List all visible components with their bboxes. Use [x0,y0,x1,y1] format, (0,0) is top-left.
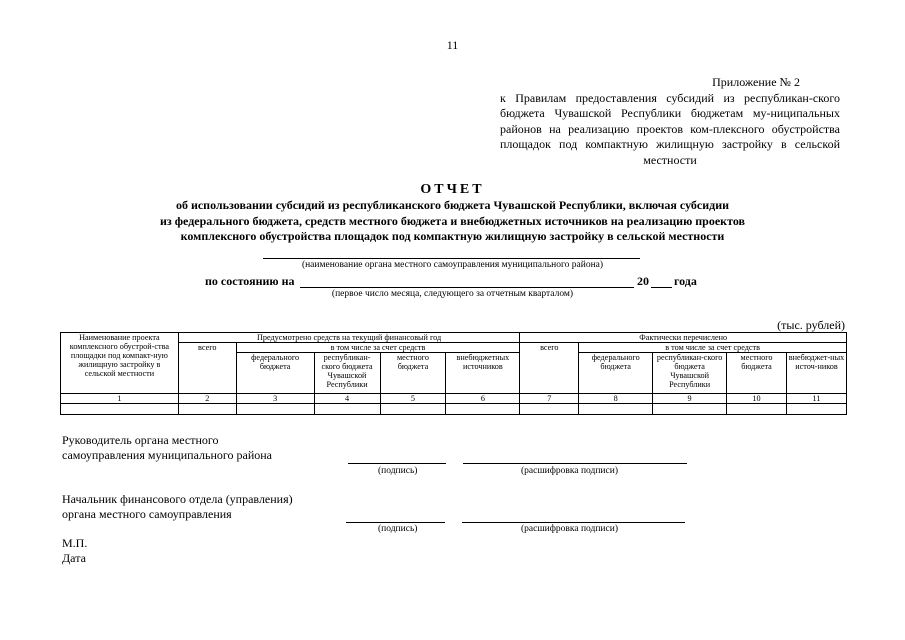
col-number: 3 [236,394,314,404]
actual-republican-header: республикан-ского бюджета Чувашской Республики [653,353,727,394]
year-line [651,287,672,288]
actual-header: Фактически перечислено [520,333,847,343]
year-prefix: 20 [637,274,649,288]
report-table [60,332,847,415]
table-cell[interactable] [727,404,787,415]
table-cell[interactable] [520,404,579,415]
appendix-body: к Правилам предоставления субсидий из республикан-ского бюджета Чувашской Республики бюджетам му-ниципальных районов на реализацию проектов ком-плексного обустройства площадок под компактную жилищную застройку в сельской местности [500,90,840,167]
column-numbers-row [61,394,847,404]
table-cell[interactable] [236,404,314,415]
finance-decode-line[interactable] [462,522,685,523]
table-cell[interactable] [380,404,446,415]
col-number: 7 [520,394,579,404]
year-suffix: года [674,274,697,288]
col-number: 11 [786,394,846,404]
head-line-2: самоуправления муниципального района [62,447,273,462]
table-cell[interactable] [446,404,520,415]
finance-signature-line[interactable] [346,522,445,523]
table-cell[interactable] [314,404,380,415]
head-decode-line[interactable] [463,463,687,464]
appendix-block [500,75,840,168]
appendix-title: Приложение № 2 [712,75,800,89]
head-signature-line[interactable] [348,463,446,464]
planned-extrabudget-header: внебюджетных источников [446,353,520,394]
planned-federal-header: федерального бюджета [236,353,314,394]
col-number: 4 [314,394,380,404]
col-number: 2 [178,394,236,404]
table-cell[interactable] [178,404,236,415]
state-label: по состоянию на [205,274,295,288]
stamp-label: М.П. [62,536,88,550]
table-cell[interactable] [61,404,179,415]
col-number: 10 [727,394,787,404]
table-row [61,404,847,415]
finance-line-1: Начальник финансового отдела (управления) [62,492,293,506]
state-date-line [300,287,634,288]
planned-header: Предусмотрено средств на текущий финансовый год [178,333,520,343]
finance-line-2: органа местного самоуправления [62,506,232,521]
col-number: 5 [380,394,446,404]
actual-federal-header: федерального бюджета [579,353,653,394]
table-cell[interactable] [579,404,653,415]
planned-total-header: всего [178,343,236,394]
finance-decode-caption: (расшифровка подписи) [521,524,618,534]
units-label: (тыс. рублей) [777,318,845,332]
planned-republican-header: республикан-ского бюджета Чувашской Республики [314,353,380,394]
col-project-header: Наименование проекта комплексного обустрой-ства площадки под компакт-ную жилищную застройку в сельской местности [61,333,179,394]
subtitle-line-3: комплексного обустройства площадок под компактную жилищную застройку в сельской местности [180,229,725,243]
col-number: 6 [446,394,520,404]
actual-local-header: местного бюджета [727,353,787,394]
col-number: 9 [653,394,727,404]
report-subtitle [60,198,845,245]
page-number: 11 [446,38,459,52]
subtitle-line-2: из федерального бюджета, средств местного бюджета и внебюджетных источников на реализацию проектов [160,213,745,228]
table-cell[interactable] [653,404,727,415]
table-cell[interactable] [786,404,846,415]
finance-signature-label [62,492,293,521]
planned-including-header: в том числе за счет средств [236,343,520,353]
head-signature-label [62,433,272,462]
col-number: 8 [579,394,653,404]
actual-including-header: в том числе за счет средств [579,343,847,353]
subtitle-line-1: об использовании субсидий из республиканского бюджета Чувашской Республики, включая субсидии [175,198,730,212]
report-title: ОТЧЕТ [420,182,485,197]
col-number: 1 [61,394,179,404]
actual-total-header: всего [520,343,579,394]
head-line-1: Руководитель органа местного [62,433,219,447]
org-name-line [263,258,640,259]
actual-extrabudget-header: внебюджет-ных источ-ников [786,353,846,394]
date-label: Дата [62,551,86,565]
head-decode-caption: (расшифровка подписи) [521,466,618,476]
org-name-caption: (наименование органа местного самоуправления муниципального района) [301,260,604,270]
head-signature-caption: (подпись) [378,466,418,476]
finance-signature-caption: (подпись) [378,524,418,534]
period-caption: (первое число месяца, следующего за отчетным кварталом) [331,289,574,299]
planned-local-header: местного бюджета [380,353,446,394]
